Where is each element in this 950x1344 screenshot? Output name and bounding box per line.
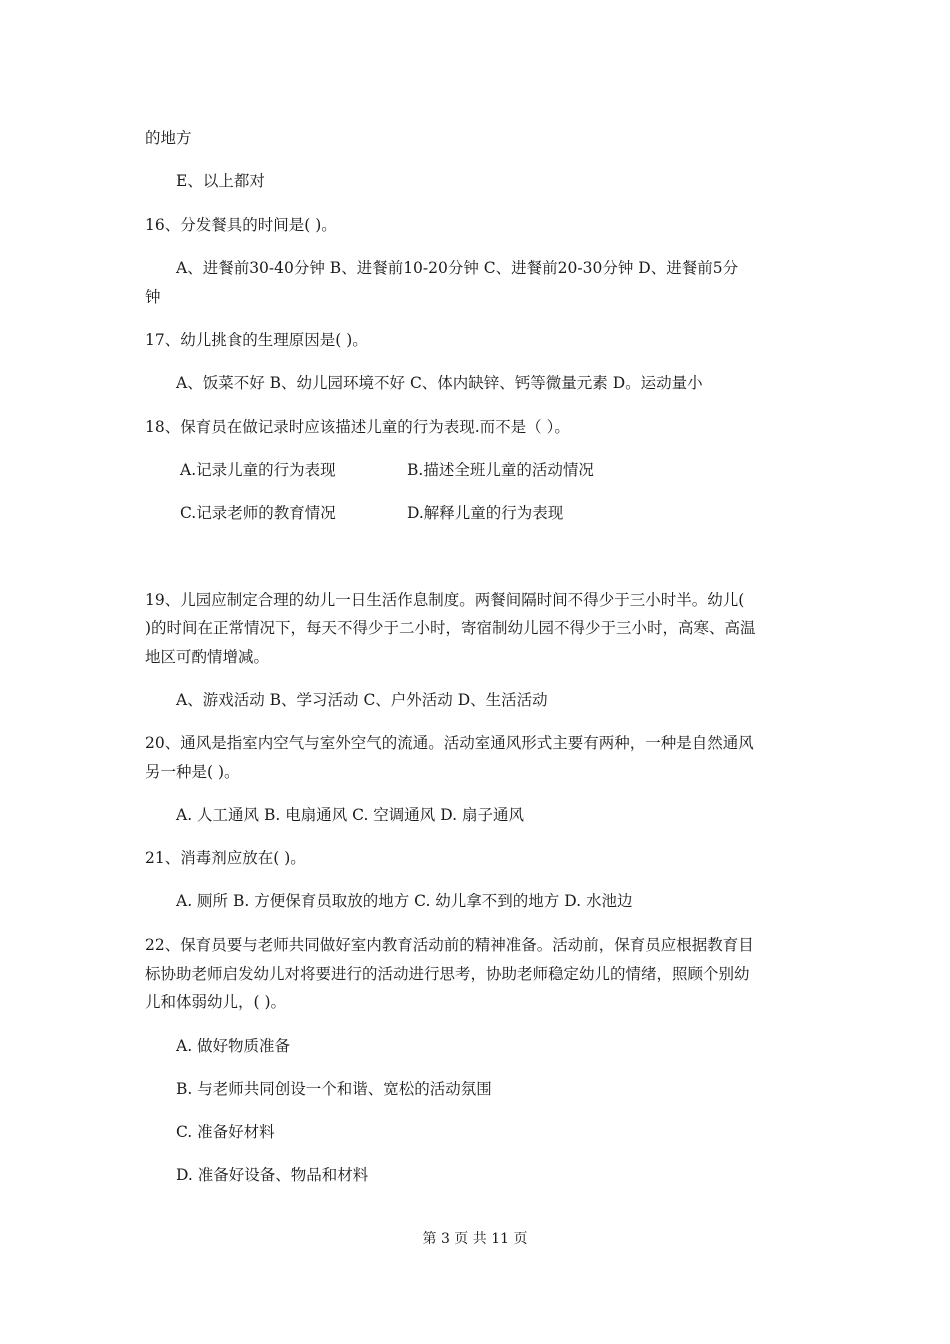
- question-22-option-b: B. 与老师共同创设一个和谐、宽松的活动氛围: [176, 1080, 492, 1098]
- question-22-line-2: 标协助老师启发幼儿对将要进行的活动进行思考，协助老师稳定幼儿的情绪，照顾个别幼: [145, 965, 750, 983]
- question-16-options: A、进餐前30-40分钟 B、进餐前10-20分钟 C、进餐前20-30分钟 D、进餐前5分: [176, 259, 739, 277]
- text-line: 的地方: [145, 129, 192, 147]
- option-line: E、以上都对: [176, 172, 265, 190]
- question-20-options: A. 人工通风 B. 电扇通风 C. 空调通风 D. 扇子通风: [176, 806, 524, 824]
- option-a: A.记录儿童的行为表现: [180, 461, 336, 479]
- page-footer: 第 3 页 共 11 页: [422, 1231, 528, 1247]
- question-20-line-1: 20、通风是指室内空气与室外空气的流通。活动室通风形式主要有两种，一种是自然通风: [145, 734, 754, 752]
- question-17-options: A、饭菜不好 B、幼儿园环境不好 C、体内缺锌、钙等微量元素 D。运动量小: [176, 374, 703, 392]
- option-b: B.描述全班儿童的活动情况: [407, 461, 594, 479]
- question-21-options: A. 厕所 B. 方便保育员取放的地方 C. 幼儿拿不到的地方 D. 水池边: [176, 892, 633, 910]
- question-19-options: A、游戏活动 B、学习活动 C、户外活动 D、生活活动: [176, 691, 548, 709]
- option-c: C.记录老师的教育情况: [180, 504, 336, 522]
- question-22-option-c: C. 准备好材料: [176, 1123, 275, 1141]
- question-19-line-1: 19、儿园应制定合理的幼儿一日生活作息制度。两餐间隔时间不得少于三小时半。幼儿(: [145, 591, 745, 609]
- question-16: 16、分发餐具的时间是( )。: [145, 216, 337, 234]
- option-d: D.解释儿童的行为表现: [407, 504, 564, 522]
- question-18: 18、保育员在做记录时应该描述儿童的行为表现.而不是（ ）。: [145, 418, 570, 436]
- question-19-line-3: 地区可酌情增减。: [145, 648, 270, 666]
- question-17: 17、幼儿挑食的生理原因是( )。: [145, 331, 368, 349]
- question-21: 21、消毒剂应放在( )。: [145, 849, 306, 867]
- question-22-line-1: 22、保育员要与老师共同做好室内教育活动前的精神准备。活动前，保育员应根据教育目: [145, 936, 754, 954]
- question-20-line-2: 另一种是( )。: [145, 763, 240, 781]
- question-19-line-2: )的时间在正常情况下，每天不得少于二小时，寄宿制幼儿园不得少于三小时，高寒、高温: [145, 619, 756, 637]
- question-16-options-cont: 钟: [145, 288, 161, 306]
- question-22-option-d: D. 准备好设备、物品和材料: [176, 1166, 369, 1184]
- question-22-line-3: 儿和体弱幼儿，( )。: [145, 993, 287, 1011]
- question-22-option-a: A. 做好物质准备: [176, 1037, 291, 1055]
